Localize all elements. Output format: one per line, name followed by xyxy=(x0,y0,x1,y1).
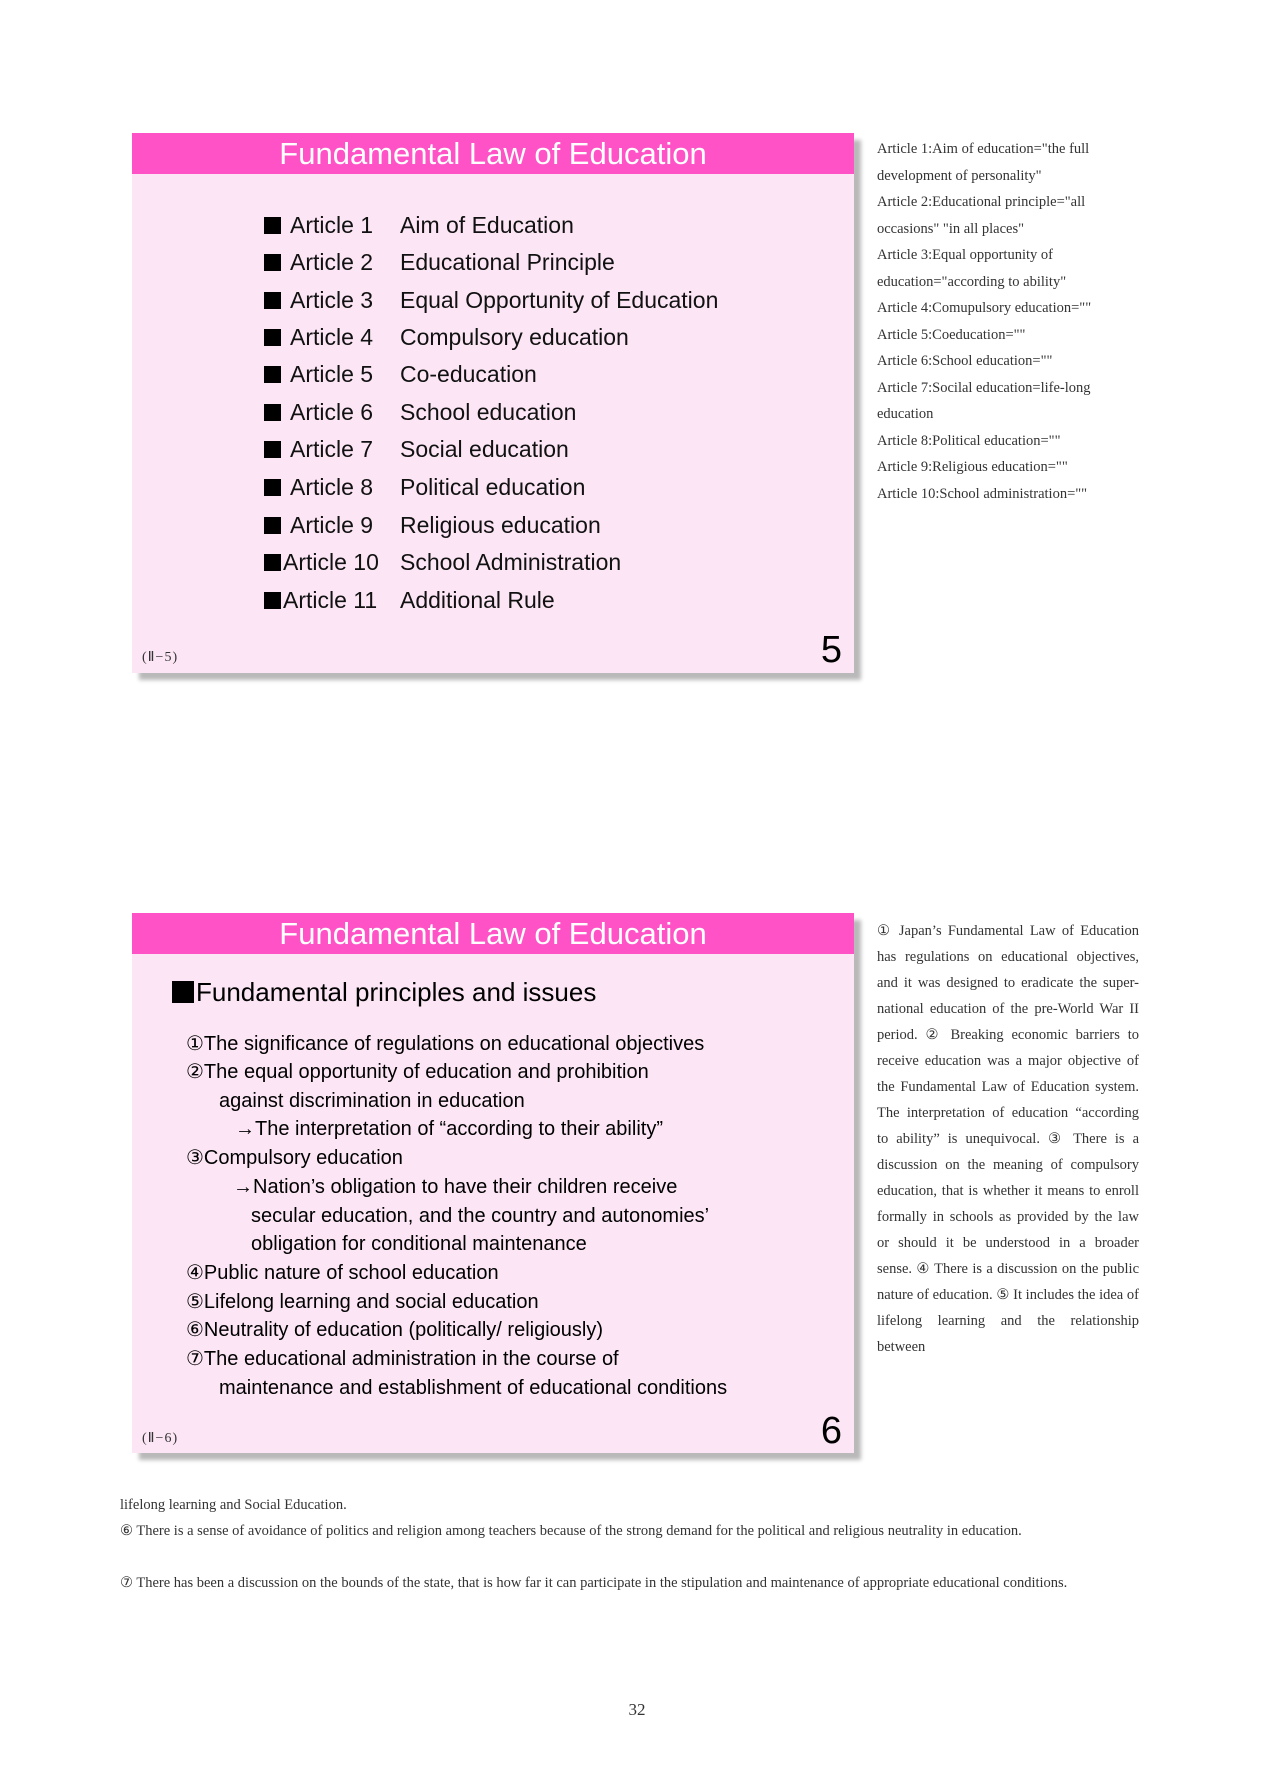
bullet-square-icon xyxy=(264,292,281,309)
article-label: Article 10 xyxy=(283,549,379,575)
principle-line: ①The significance of regulations on educational objectives xyxy=(186,1033,705,1055)
article-name: School education xyxy=(400,399,577,425)
note-paragraph: ⑥ There is a sense of avoidance of politics and religion among teachers because of the strong demand for the political and religious neutrality in education. xyxy=(120,1523,1022,1539)
article-name: Equal Opportunity of Education xyxy=(400,287,719,313)
principle-line: secular education, and the country and autonomies’ xyxy=(251,1205,710,1227)
article-row xyxy=(264,510,601,540)
slide-number: 5 xyxy=(820,629,842,671)
article-name: Political education xyxy=(400,474,586,500)
note-line: education xyxy=(877,406,934,422)
article-label: Article 6 xyxy=(290,399,374,425)
article-row xyxy=(264,285,718,315)
article-row xyxy=(264,247,615,277)
note-line: Article 2:Educational principle="all xyxy=(877,194,1086,210)
bullet-square-icon xyxy=(264,592,281,609)
article-row xyxy=(264,359,537,389)
slide-number: 6 xyxy=(820,1410,842,1452)
bullet-square-icon xyxy=(264,366,281,383)
bullet-square-icon xyxy=(264,441,281,458)
note-line: Article 6:School education="" xyxy=(877,353,1053,369)
bullet-square-icon xyxy=(264,404,281,421)
note-line: occasions" "in all places" xyxy=(877,220,1025,237)
slide-6 xyxy=(132,913,854,1453)
slide-title: Fundamental Law of Education xyxy=(132,133,854,174)
page-number: 32 xyxy=(628,1700,646,1719)
slide-5-notes xyxy=(877,136,1139,507)
bullet-square-icon xyxy=(264,254,281,271)
bullet-square-icon xyxy=(264,217,281,234)
note-line: Article 3:Equal opportunity of xyxy=(877,247,1053,263)
note-line: Article 5:Coeducation="" xyxy=(877,326,1026,343)
article-name: Educational Principle xyxy=(400,249,615,275)
principle-line: maintenance and establishment of educational conditions xyxy=(219,1377,728,1399)
note-line: Article 8:Political education="" xyxy=(877,432,1061,449)
principle-line: ⑤Lifelong learning and social education xyxy=(186,1291,539,1313)
principle-line: →The interpretation of “according to their ability” xyxy=(235,1118,663,1140)
slide-reference: (Ⅱ−5) xyxy=(142,650,179,665)
article-label: Article 1 xyxy=(290,212,374,238)
note-line: education="according to ability" xyxy=(877,273,1067,290)
article-label: Article 5 xyxy=(290,361,374,387)
principle-line: against discrimination in education xyxy=(219,1090,525,1112)
note-line: Article 10:School administration="" xyxy=(877,485,1088,502)
principle-line: ②The equal opportunity of education and prohibition xyxy=(186,1061,649,1083)
article-label: Article 9 xyxy=(290,512,374,538)
principle-line: →Nation’s obligation to have their children receive xyxy=(233,1176,678,1198)
principle-line: obligation for conditional maintenance xyxy=(251,1233,587,1255)
article-label: Article 4 xyxy=(290,324,374,350)
slide-6-notes: ① Japan’s Fundamental Law of Education has regulations on educational objectives, and it was designed to eradicate the super-national education of the pre-World War II period. ② Breaking economic barriers to receive education was a major objective of the Fundamental Law of Education system. The interpretation of education “according to ability” is unequivocal. ③ There is a discussion on the meaning of compulsory education, that is whether it means to enroll formally in schools as provided by the law or should it be understood in a broader sense. ④ There is a discussion on the public nature of education. ⑤ It includes the idea of lifelong learning and the relationship between xyxy=(877,923,1139,1355)
article-name: School Administration xyxy=(400,549,622,575)
article-row xyxy=(264,210,574,240)
article-label: Article 11 xyxy=(283,587,378,613)
notes-continuation: lifelong learning and Social Education. xyxy=(120,1497,347,1513)
bullet-square-icon xyxy=(264,517,281,534)
article-name: Social education xyxy=(400,436,569,462)
bullet-square-icon xyxy=(264,554,281,571)
article-label: Article 2 xyxy=(290,249,374,275)
article-name: Religious education xyxy=(400,512,601,538)
note-line: development of personality" xyxy=(877,167,1042,184)
bullet-square-icon xyxy=(264,479,281,496)
article-name: Co-education xyxy=(400,361,537,387)
article-name: Additional Rule xyxy=(400,587,555,613)
note-line: Article 9:Religious education="" xyxy=(877,459,1068,475)
article-name: Aim of Education xyxy=(400,212,574,238)
bullet-square-icon xyxy=(264,329,281,346)
note-line: Article 1:Aim of education="the full xyxy=(877,141,1090,157)
article-row xyxy=(264,322,629,352)
note-paragraph: ⑦ There has been a discussion on the bounds of the state, that is how far it can participate in the stipulation and maintenance of appropriate educational conditions. xyxy=(120,1575,1068,1591)
note-line: Article 7:Socilal education=life-long xyxy=(877,379,1091,396)
slide-reference: (Ⅱ−6) xyxy=(142,1431,179,1446)
article-row xyxy=(264,585,555,615)
section-heading: Fundamental principles and issues xyxy=(172,977,596,1008)
article-row xyxy=(264,547,621,577)
principle-line: ⑥Neutrality of education (politically/ religiously) xyxy=(186,1319,603,1341)
article-label: Article 7 xyxy=(290,436,374,462)
article-row xyxy=(264,397,576,427)
article-row xyxy=(264,472,585,502)
note-line: Article 4:Comupulsory education="" xyxy=(877,300,1092,316)
slide-title: Fundamental Law of Education xyxy=(132,913,854,954)
bullet-square-icon xyxy=(172,981,194,1003)
article-row xyxy=(264,434,569,464)
article-name: Compulsory education xyxy=(400,324,629,350)
article-label: Article 8 xyxy=(290,474,374,500)
principle-line: ④Public nature of school education xyxy=(186,1262,499,1284)
article-label: Article 3 xyxy=(290,287,374,313)
slide-5 xyxy=(132,133,854,673)
principle-line: ③Compulsory education xyxy=(186,1147,403,1169)
principle-line: ⑦The educational administration in the course of xyxy=(186,1348,619,1370)
